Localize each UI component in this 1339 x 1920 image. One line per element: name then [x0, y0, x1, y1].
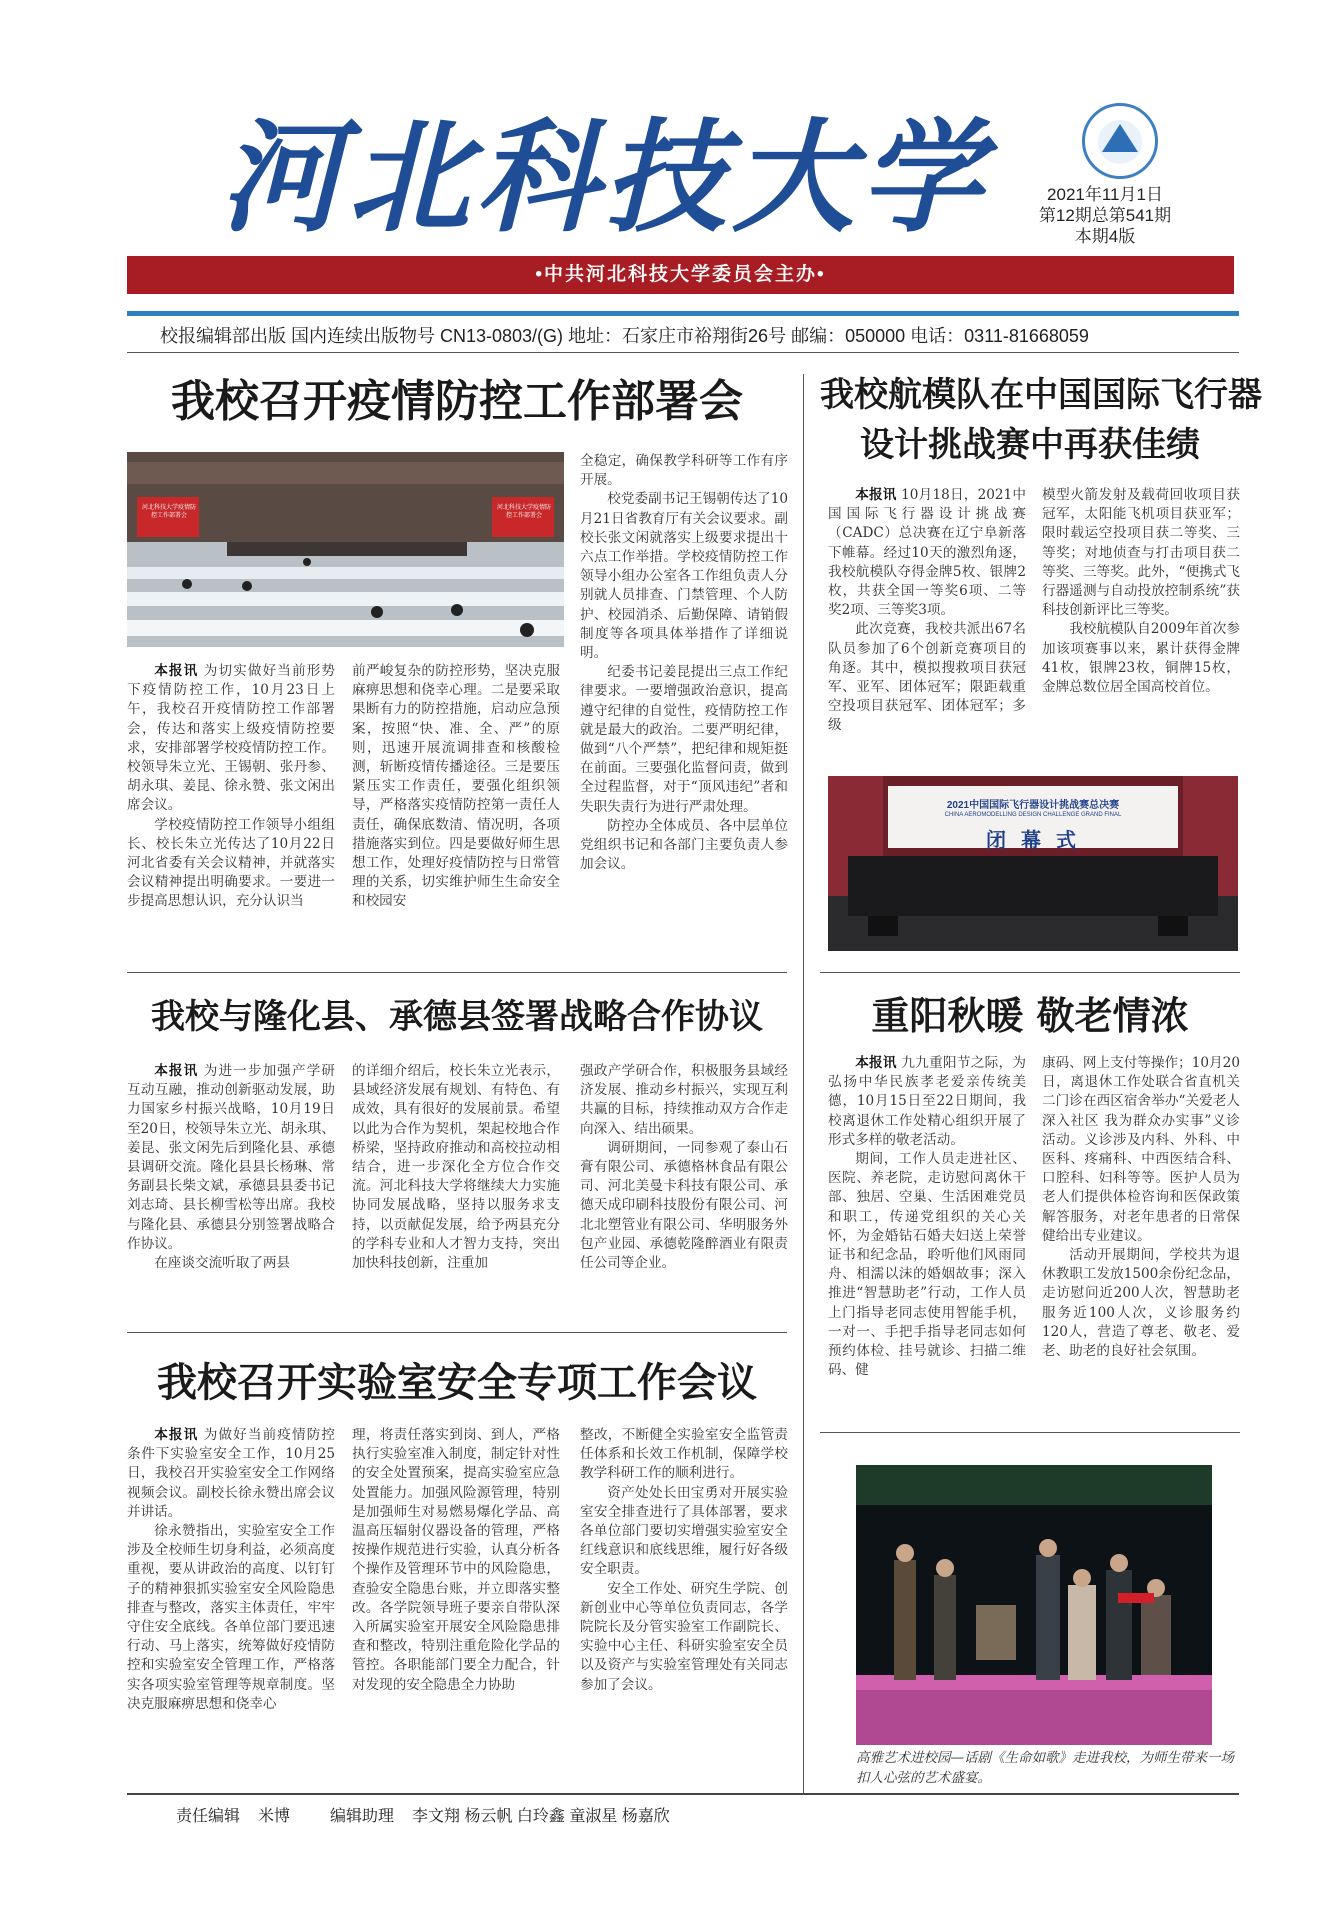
assistant-names: 李文翔 杨云帆 白玲鑫 童淑星 杨嘉欣 — [412, 1808, 670, 1825]
article5-col1: 本报讯 为做好当前疫情防控条件下实验室安全工作，10月25日，我校召开实验室安全工作网络视频会议。副校长徐永赞出席会议并讲话。 徐永赞指出，实验室安全工作涉及全校师生切身利益，必须高度重视，要从讲政治的高度、以钉钉子的精神狠抓实验室安全风险隐患排查与整改，落实主体责任，牢牢守住安全底线。各单位部门要迅速行动、马上落实，统筹做好疫情防控和实验室安全管理工作，严格落实各项实验室管理等规章制度。坚决克服麻痹思想和侥幸心 — [127, 1427, 335, 1712]
column-divider — [803, 374, 804, 1794]
photo1-screen-left: 河北科技大学疫情防控工作部署会 — [141, 504, 196, 519]
article4-photo-caption: 高雅艺术进校园—话剧《生命如歌》走进我校，为师生带来一场扣人心弦的艺术盛宴。 — [856, 1750, 1234, 1786]
article5-col3: 整改，不断健全实验室安全监管责任体系和长效工作机制，保障学校教学科研工作的顺利进行。 资产处处长田宝勇对开展实验室安全排查进行了具体部署，要求各单位部门要切实增强实验室安全红线意识和底线思维，履行好各级安全职责。 安全工作处、研究生学院、创新创业中心等单位负责同志，各学院院长及分管实验室工作副院长、实验中心主任、科研实验室安全员以及资产与实验室管理处有关同志参加了会议。 — [580, 1427, 788, 1693]
article2-col1: 本报讯 10月18日，2021中国国际飞行器设计挑战赛（CADC）总决赛在辽宁阜新落下帷幕。经过10天的激烈角逐，我校航模队夺得金牌5枚、银牌2枚，共获全国一等奖6项、二等奖2项、三等奖3项。 此次竞赛，我校共派出67名队员参加了6个创新竞赛项目的角逐。其中，模拟搜救项目获冠军、亚军、团体冠军；限距载重空投项目获冠军、团体冠军；多级 — [828, 487, 1026, 734]
article3-headline: 我校与隆化县、承德县签署战略合作协议 — [151, 997, 763, 1037]
article2-photo — [828, 776, 1238, 951]
article1-rule — [127, 972, 787, 973]
article4-col1: 本报讯 九九重阳节之际，为弘扬中华民族孝老爱亲传统美德，10月15日至22日期间，我校离退休工作处精心组织开展了形式多样的敬老活动。 期间，工作人员走进社区、医院、养老院，走访慰问离休干部、独居、空巢、生活困难党员和职工，传递党组织的关心关怀，为金婚钻石婚夫妇送上荣誉证书和纪念品，聆听他们风雨同舟、相濡以沫的婚姻故事；深入推进“智慧助老”行动，工作人员上门指导老同志使用智能手机，一对一、手把手指导老同志如何预约体检、挂号就诊、扫描二维码、健 — [828, 1055, 1026, 1379]
article5-headline: 我校召开实验室安全专项工作会议 — [157, 1360, 757, 1406]
photo2-stage-title: 闭 幕 式 — [986, 828, 1080, 852]
article3-col2: 的详细介绍后，校长朱立光表示，县域经济发展有规划、有特色、有成效，具有很好的发展前景。希望以此为合作为契机，架起校地合作桥梁，坚持政府推动和高校拉动相结合，进一步深化全方位合作交流。河北科技大学将继续大力实施协同发展战略，坚持以服务求支持，以贡献促发展，给予两县充分的学科专业和人才智力支持，突出加快科技创新，注重加 — [352, 1063, 560, 1272]
article2-rule — [820, 972, 1240, 973]
footer-rule — [127, 1793, 1239, 1795]
editor-label: 责任编辑 — [176, 1808, 241, 1825]
publication-info: 校报编辑部出版 国内连续出版物号 CN13-0803/(G) 地址：石家庄市裕翔街26号 邮编：050000 电话：0311-81668059 — [160, 326, 1089, 346]
article4-rule — [820, 1432, 1240, 1433]
article1-headline: 我校召开疫情防控工作部署会 — [171, 376, 743, 427]
article2-col2: 模型火箭发射及载荷回收项目获冠军，太阳能飞机项目获亚军；限时载运空投项目获二等奖、三等奖；对地侦查与打击项目获二等奖、三等奖。此外，“便携式飞行器遥测与自动投放控制系统”获科技创新评比三等奖。 我校航模队自2009年首次参加该项赛事以来，累计获得金牌41枚，银牌23枚，铜牌15枚，金牌总数位居全国高校首位。 — [1042, 487, 1240, 696]
masthead-rule — [127, 352, 1239, 353]
issue-pages: 本期4版 — [1074, 227, 1136, 246]
article3-col1: 本报讯 为进一步加强产学研互动互融，推动创新驱动发展，助力国家乡村振兴战略，10月19日至20日，校领导朱立光、胡永琪、姜昆、张文闲先后到隆化县、承德县调研交流。隆化县县长杨琳、常务副县长柴文斌，承德县县委书记刘志琦、县长柳雪松等出席。我校与隆化县、承德县分别签署战略合作协议。 在座谈交流听取了两县 — [127, 1063, 335, 1272]
masthead-divider — [127, 311, 1239, 316]
photo2-banner-sub: CHINA AEROMODELLING DESIGN CHALLENGE GRAND FINAL — [944, 812, 1122, 818]
article1-photo — [127, 452, 564, 647]
article3-rule — [127, 1332, 787, 1333]
editor-name: 米博 — [258, 1808, 291, 1825]
article1-col2: 前严峻复杂的防控形势，坚决克服麻痹思想和侥幸心理。二是要采取果断有力的防控措施，启动应急预案，按照“快、准、全、严”的原则，迅速开展流调排查和核酸检测，斩断疫情传播途径。三是要压紧压实工作责任，要强化组织领导，严格落实疫情防控第一责任人责任，确保底数清、情况明，各项措施落实到位。四是要做好师生思想工作，处理好疫情防控与日常管理的关系，切实维护师生生命安全和校园安 — [352, 663, 560, 910]
article5-col2: 理，将责任落实到岗、到人，严格执行实验室准入制度，制定针对性的安全处置预案，提高实验室应急处置能力。加强风险源管理，特别是加强师生对易燃易爆化学品、高温高压辐射仪器设备的管理，严格按操作规范进行实验，认真分析各个操作及管理环节中的风险隐患，查验安全隐患台账，并立即落实整改。各学院领导班子要亲自带队深入所属实验室开展安全风险隐患排查和整改，特别注重危险化学品的管控。各职能部门要全力配合，针对发现的安全隐患全力协助 — [352, 1427, 560, 1693]
article2-headline-line1: 我校航模队在中国国际飞行器 — [820, 375, 1262, 415]
university-seal-icon — [1082, 103, 1158, 179]
issue-number: 第12期总第541期 — [1038, 206, 1172, 225]
sponsor-bar: •中共河北科技大学委员会主办• — [127, 256, 1234, 294]
article4-photo — [856, 1465, 1212, 1745]
article1-col3: 全稳定，确保教学科研等工作有序开展。 校党委副书记王锡朝传达了10月21日省教育厅有关会议要求。副校长张文闲就落实上级要求提出十六点工作举措。学校疫情防控工作领导小组办公室各工作组负责人分别就人员排查、门禁管理、个人防护、校园消杀、后勤保障、请销假制度等各项具体举措作了详细说明。 纪委书记姜昆提出三点工作纪律要求。一要增强政治意识，提高遵守纪律的自觉性，疫情防控工作就是最大的政治。二要严明纪律，做到“八个严禁”，把纪律和规矩挺在前面。三要强化监督问责，做到全过程监督，对于“顶风违纪”者和失职失责行为进行严肃处理。 防控办全体成员、各中层单位党组织书记和各部门主要负责人参加会议。 — [580, 453, 788, 873]
photo2-banner: 2021中国国际飞行器设计挑战赛总决赛 — [946, 800, 1120, 811]
article1-col1: 本报讯 为切实做好当前形势下疫情防控工作，10月23日上午，我校召开疫情防控工作部署会，传达和落实上级疫情防控要求，安排部署学校疫情防控工作。校领导朱立光、王锡朝、张丹参、胡永琪、姜昆、徐永赞、张文闲出席会议。 学校疫情防控工作领导小组组长、校长朱立光传达了10月22日河北省委有关会议精神，并就落实会议精神提出明确要求。一要进一步提高思想认识，充分认识当 — [127, 663, 335, 910]
article2-headline-line2: 设计挑战赛中再获佳绩 — [860, 425, 1200, 465]
article4-headline: 重阳秋暖 敬老情浓 — [871, 994, 1189, 1038]
article4-col2: 康码、网上支付等操作；10月20日，离退休工作处联合省直机关二门诊在西区宿舍举办“关爱老人 深入社区 我为群众办实事”义诊活动。义诊涉及内科、外科、中医科、疼痛科、中西医结合科、口腔科、妇科等等。医护人员为老人们提供体检咨询和医保政策解答服务，对老年患者的日常保健给出专业建议。 活动开展期间，学校共为退休教职工发放1500余份纪念品，走访慰问近200人次，智慧助老服务近100人次，义诊服务约120人，营造了尊老、敬老、爱老、助老的良好社会氛围。 — [1042, 1055, 1240, 1360]
photo1-screen-right: 河北科技大学疫情防控工作部署会 — [496, 504, 551, 519]
masthead-logo: 河北科技大学 — [220, 105, 988, 249]
issue-date: 2021年11月1日 — [1047, 185, 1163, 204]
assistant-label: 编辑助理 — [330, 1808, 395, 1825]
article3-col3: 强政产学研合作，积极服务县域经济发展、推动乡村振兴，实现互利共赢的目标，持续推动双方合作走向深入、结出硕果。 调研期间，一同参观了泰山石膏有限公司、承德格林食品有限公司、河北美曼卡科技有限公司、承德天成印刷科技股份有限公司、河北北塑管业有限公司、华明服务外包产业园、承德乾隆醉酒业有限责任公司等企业。 — [580, 1063, 788, 1272]
